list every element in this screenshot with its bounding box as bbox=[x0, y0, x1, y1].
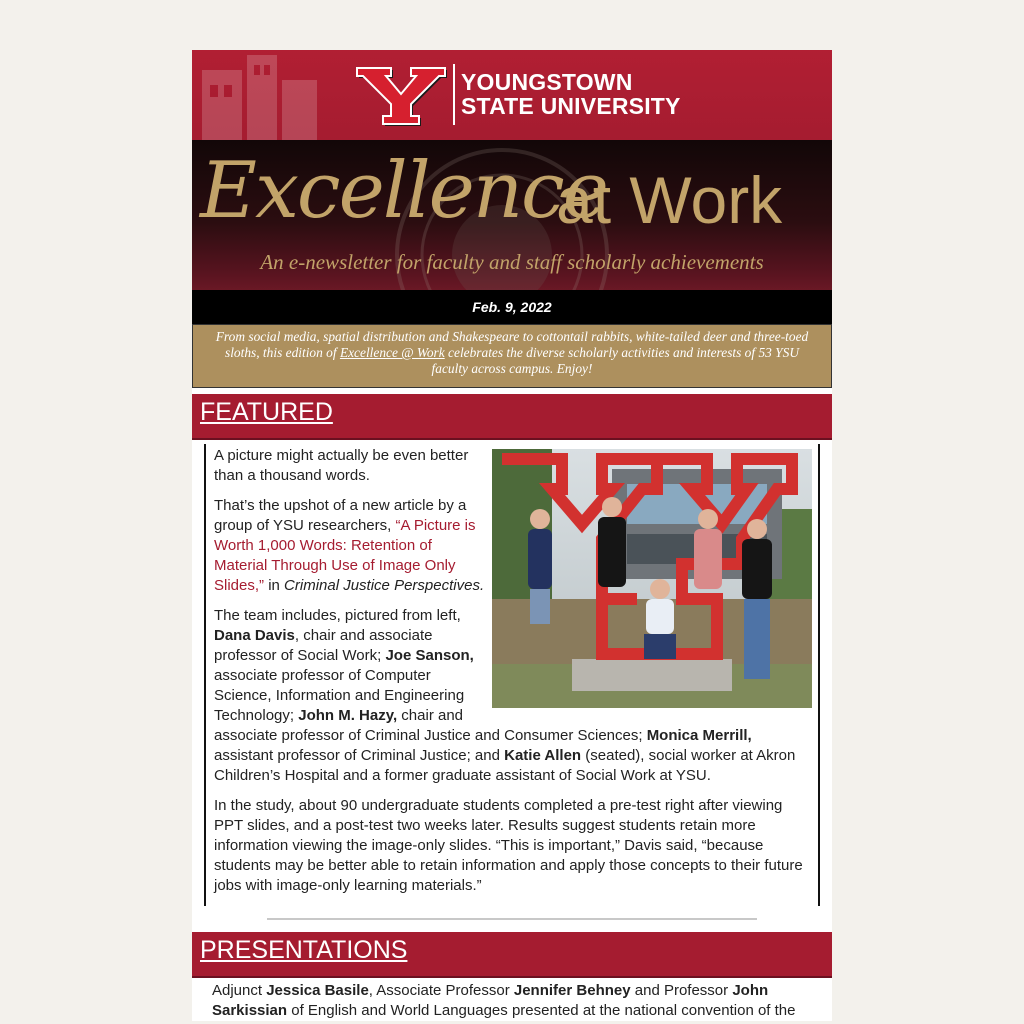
university-header bbox=[192, 50, 832, 140]
presentations-text: and Professor bbox=[630, 982, 733, 999]
banner-title-excellence: Excellence bbox=[200, 146, 607, 236]
presentations-text: of English and World Languages presented at the national convention of the bbox=[287, 1002, 796, 1019]
newsletter bbox=[192, 50, 832, 1021]
issue-date: Feb. 9, 2022 bbox=[192, 290, 832, 324]
featured-p2-in: in bbox=[264, 577, 285, 594]
university-name bbox=[461, 70, 681, 118]
name-joe-sanson: Joe Sanson, bbox=[385, 647, 474, 664]
presentations-paragraph-1 bbox=[212, 981, 812, 1021]
team-text: assistant professor of Criminal Justice; and bbox=[214, 747, 505, 764]
name-john-sarkissian: John Sarkissian bbox=[212, 982, 769, 1019]
building-illustration bbox=[192, 50, 322, 140]
banner-tagline: An e-newsletter for faculty and staff scholarly achievements bbox=[260, 250, 764, 274]
featured-heading-text[interactable]: FEATURED bbox=[200, 398, 333, 426]
team-text: , chair and associate professor of Social Work; bbox=[214, 627, 433, 664]
header-divider bbox=[453, 64, 455, 125]
intro-text-after: celebrates the diverse scholarly activities and interests of 53 YSU faculty across campus. Enjoy! bbox=[431, 345, 799, 376]
name-dana-davis: Dana Davis bbox=[214, 627, 295, 644]
featured-paragraph-1: A picture might actually be even better than a thousand words. bbox=[214, 447, 469, 484]
featured-paragraph-4: In the study, about 90 undergraduate students completed a pre-test right after viewing PPT slides, and a post-test two weeks later. Results suggest students retain more information viewing the image-only slides. “This is important,” Davis said, “because students may be better able to retain information and apply those concepts to their future jobs with image-only learning materials.” bbox=[214, 797, 803, 894]
name-jennifer-behney: Jennifer Behney bbox=[513, 982, 631, 999]
team-text: The team includes, pictured from left, bbox=[214, 607, 461, 624]
team-text: (seated), social worker at Akron Children’s Hospital and a former graduate assistant of Social Work at YSU. bbox=[214, 747, 796, 784]
featured-p2-intro: That’s the upshot of a new article by a group of YSU researchers, bbox=[214, 497, 467, 534]
intro-newsletter-link[interactable]: Excellence @ Work bbox=[339, 345, 445, 360]
section-divider bbox=[267, 918, 757, 920]
presentations-section-heading bbox=[192, 932, 832, 978]
name-katie-allen: Katie Allen bbox=[504, 747, 582, 764]
banner-title-at-work: at Work bbox=[556, 163, 783, 237]
university-name-line2: STATE UNIVERSITY bbox=[461, 93, 681, 119]
journal-name: Criminal Justice Perspectives. bbox=[284, 577, 485, 594]
featured-section-heading bbox=[192, 394, 832, 440]
name-monica-merrill: Monica Merrill, bbox=[646, 727, 752, 744]
name-john-hazy: John M. Hazy, bbox=[298, 707, 398, 724]
ysu-y-logo bbox=[355, 64, 447, 128]
presentations-heading-text[interactable]: PRESENTATIONS bbox=[200, 936, 408, 964]
intro-text-before: From social media, spatial distribution and Shakespeare to cottontail rabbits, white-tailed deer and three-toed sloths, this edition of bbox=[215, 329, 809, 360]
article-title-link[interactable]: “A Picture is Worth 1,000 Words: Retention of Material Through Use of Image Only Slides,” bbox=[214, 517, 476, 594]
intro-blurb bbox=[192, 324, 832, 388]
research-team-photo bbox=[492, 449, 812, 708]
featured-article bbox=[204, 444, 820, 906]
newsletter-banner bbox=[192, 140, 832, 290]
name-jessica-basile: Jessica Basile bbox=[266, 982, 369, 999]
presentations-article bbox=[192, 978, 832, 1021]
team-text: chair and associate professor of Criminal Justice and Consumer Sciences; bbox=[214, 707, 647, 744]
presentations-text: Adjunct bbox=[212, 982, 267, 999]
presentations-text: , Associate Professor bbox=[368, 982, 514, 999]
team-text: associate professor of Computer Science, Information and Engineering Technology; bbox=[214, 667, 465, 724]
university-name-line1: YOUNGSTOWN bbox=[461, 69, 633, 95]
